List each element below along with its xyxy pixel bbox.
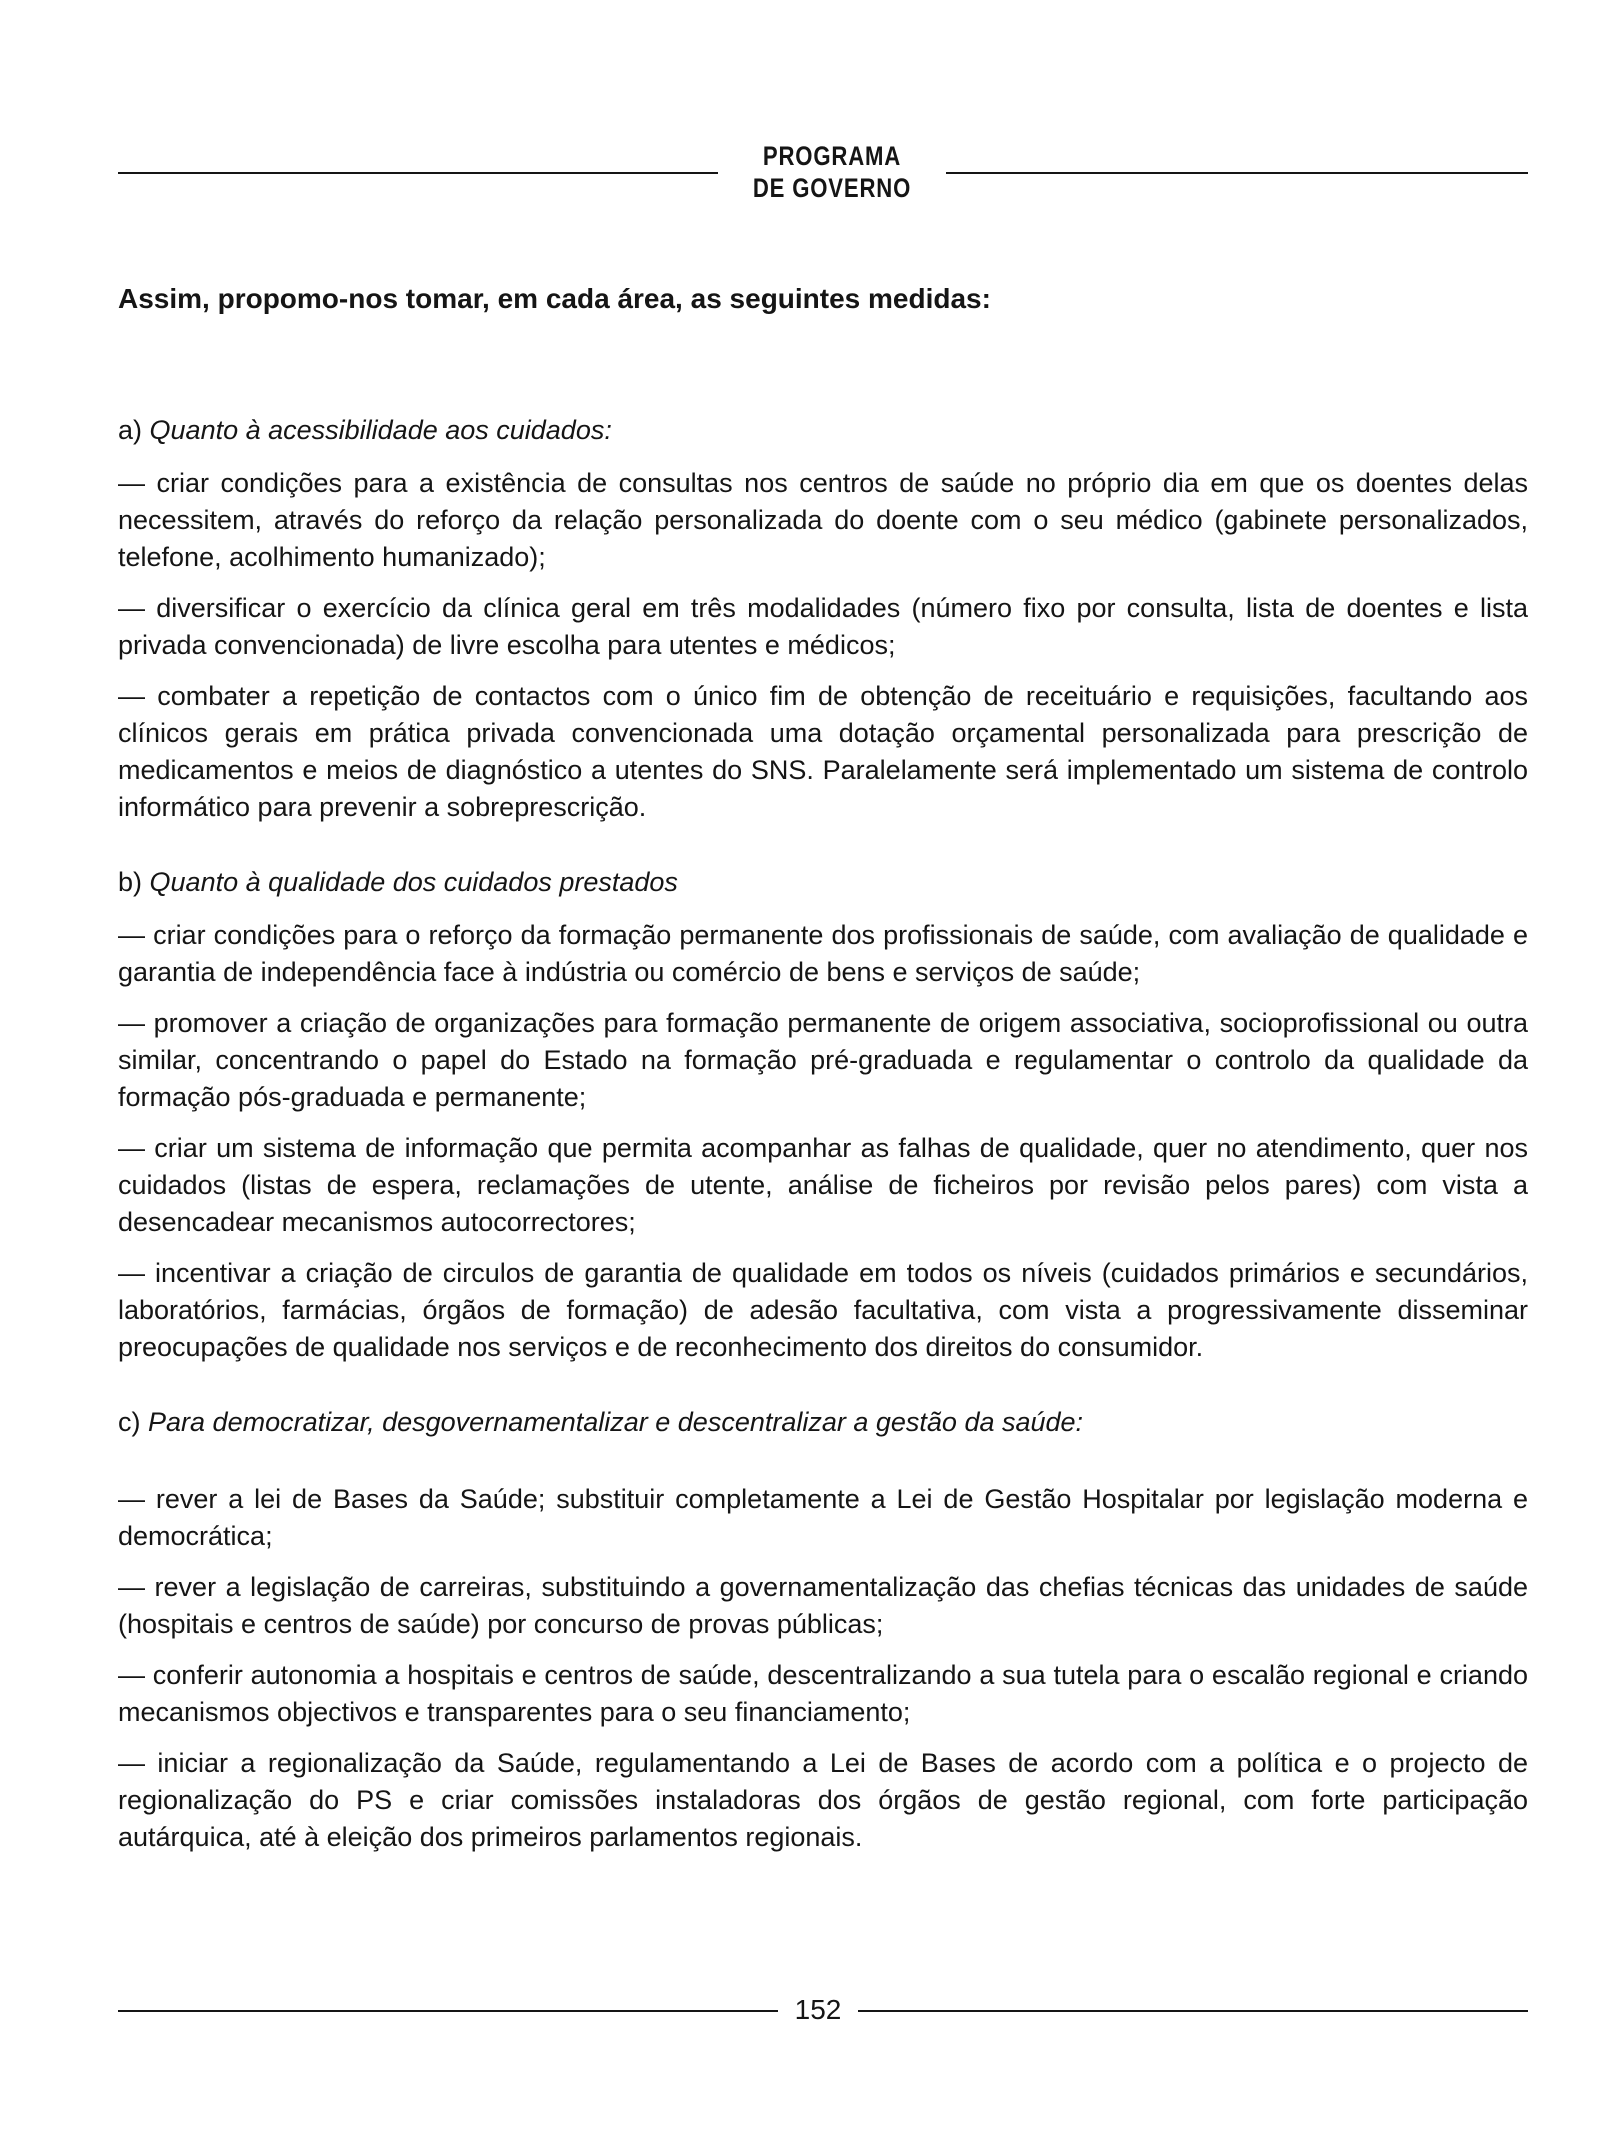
section-spacer bbox=[118, 1457, 1528, 1481]
intro-paragraph: Assim, propomo-nos tomar, em cada área, as seguintes medidas: bbox=[118, 283, 991, 314]
section-letter: c) bbox=[118, 1407, 141, 1437]
section-spacer bbox=[118, 840, 1528, 864]
section-label: Quanto à qualidade dos cuidados prestados bbox=[149, 867, 678, 897]
title-line-2: DE GOVERNO bbox=[752, 173, 912, 203]
section-spacer bbox=[118, 1380, 1528, 1404]
section-letter: b) bbox=[118, 867, 143, 897]
footer-rule-right bbox=[858, 2010, 1528, 2012]
section-heading bbox=[118, 1404, 1528, 1441]
page-title bbox=[739, 140, 926, 204]
list-item: — combater a repetição de contactos com o único fim de obtenção de receituário e requisições, facultando aos clínicos gerais em prática privada convencionada uma dotação orçamental personalizada para prescrição de medicamentos e meios de diagnóstico a utentes do SNS. Paralelamente será implementado um sistema de controlo informático para prevenir a sobreprescrição. bbox=[118, 681, 1528, 822]
page-number: 152 bbox=[794, 1994, 842, 2025]
page-footer bbox=[118, 1990, 1528, 2030]
document-body bbox=[118, 280, 1528, 1870]
list-item: — incentivar a criação de circulos de garantia de qualidade em todos os níveis (cuidados primários e secundários, laboratórios, farmácias, órgãos de formação) de adesão facultativa, com vista a progressivamente disseminar preocupações de qualidade nos serviços e de reconhecimento dos direitos do consumidor. bbox=[118, 1258, 1528, 1362]
section-heading bbox=[118, 864, 1528, 901]
list-item: — criar um sistema de informação que permita acompanhar as falhas de qualidade, quer no atendimento, quer nos cuidados (listas de espera, reclamações de utente, análise de ficheiros por revisão pelos pares) com vista a desencadear mecanismos autocorrectores; bbox=[118, 1133, 1528, 1237]
header-rule-right bbox=[946, 172, 1528, 174]
section-label: Para democratizar, desgovernamentalizar e descentralizar a gestão da saúde: bbox=[148, 1407, 1084, 1437]
list-item: — criar condições para o reforço da formação permanente dos profissionais de saúde, com avaliação de qualidade e garantia de independência face à indústria ou comércio de bens e serviços de saúde; bbox=[118, 920, 1528, 987]
page-header bbox=[118, 140, 1528, 214]
list-item: — rever a lei de Bases da Saúde; substituir completamente a Lei de Gestão Hospitalar por legislação moderna e democrática; bbox=[118, 1484, 1528, 1551]
section-a bbox=[118, 412, 1528, 826]
list-item: — criar condições para a existência de consultas nos centros de saúde no próprio dia em que os doentes delas necessitem, através do reforço da relação personalizada do doente com o seu médico (gabinete personalizados, telefone, acolhimento humanizado); bbox=[118, 468, 1528, 572]
list-item: — iniciar a regionalização da Saúde, regulamentando a Lei de Bases de acordo com a política e o projecto de regionalização do PS e criar comissões instaladoras dos órgãos de gestão regional, com forte participação autárquica, até à eleição dos primeiros parlamentos regionais. bbox=[118, 1748, 1528, 1852]
list-item: — conferir autonomia a hospitais e centros de saúde, descentralizando a sua tutela para o escalão regional e criando mecanismos objectivos e transparentes para o seu financiamento; bbox=[118, 1660, 1528, 1727]
section-c bbox=[118, 1404, 1528, 1856]
list-item: — rever a legislação de carreiras, substituindo a governamentalização das chefias técnicas das unidades de saúde (hospitais e centros de saúde) por concurso de provas públicas; bbox=[118, 1572, 1528, 1639]
section-heading bbox=[118, 412, 1528, 449]
title-line-1: PROGRAMA bbox=[762, 141, 902, 171]
header-rule-left bbox=[118, 172, 718, 174]
list-item: — diversificar o exercício da clínica geral em três modalidades (número fixo por consulta, lista de doentes e lista privada convencionada) de livre escolha para utentes e médicos; bbox=[118, 593, 1528, 660]
list-item: — promover a criação de organizações para formação permanente de origem associativa, socioprofissional ou outra similar, concentrando o papel do Estado na formação pré-graduada e regulamentar o controlo da qualidade da formação pós-graduada e permanente; bbox=[118, 1008, 1528, 1112]
footer-rule-left bbox=[118, 2010, 778, 2012]
section-letter: a) bbox=[118, 415, 143, 445]
section-label: Quanto à acessibilidade aos cuidados: bbox=[149, 415, 612, 445]
section-b bbox=[118, 864, 1528, 1366]
